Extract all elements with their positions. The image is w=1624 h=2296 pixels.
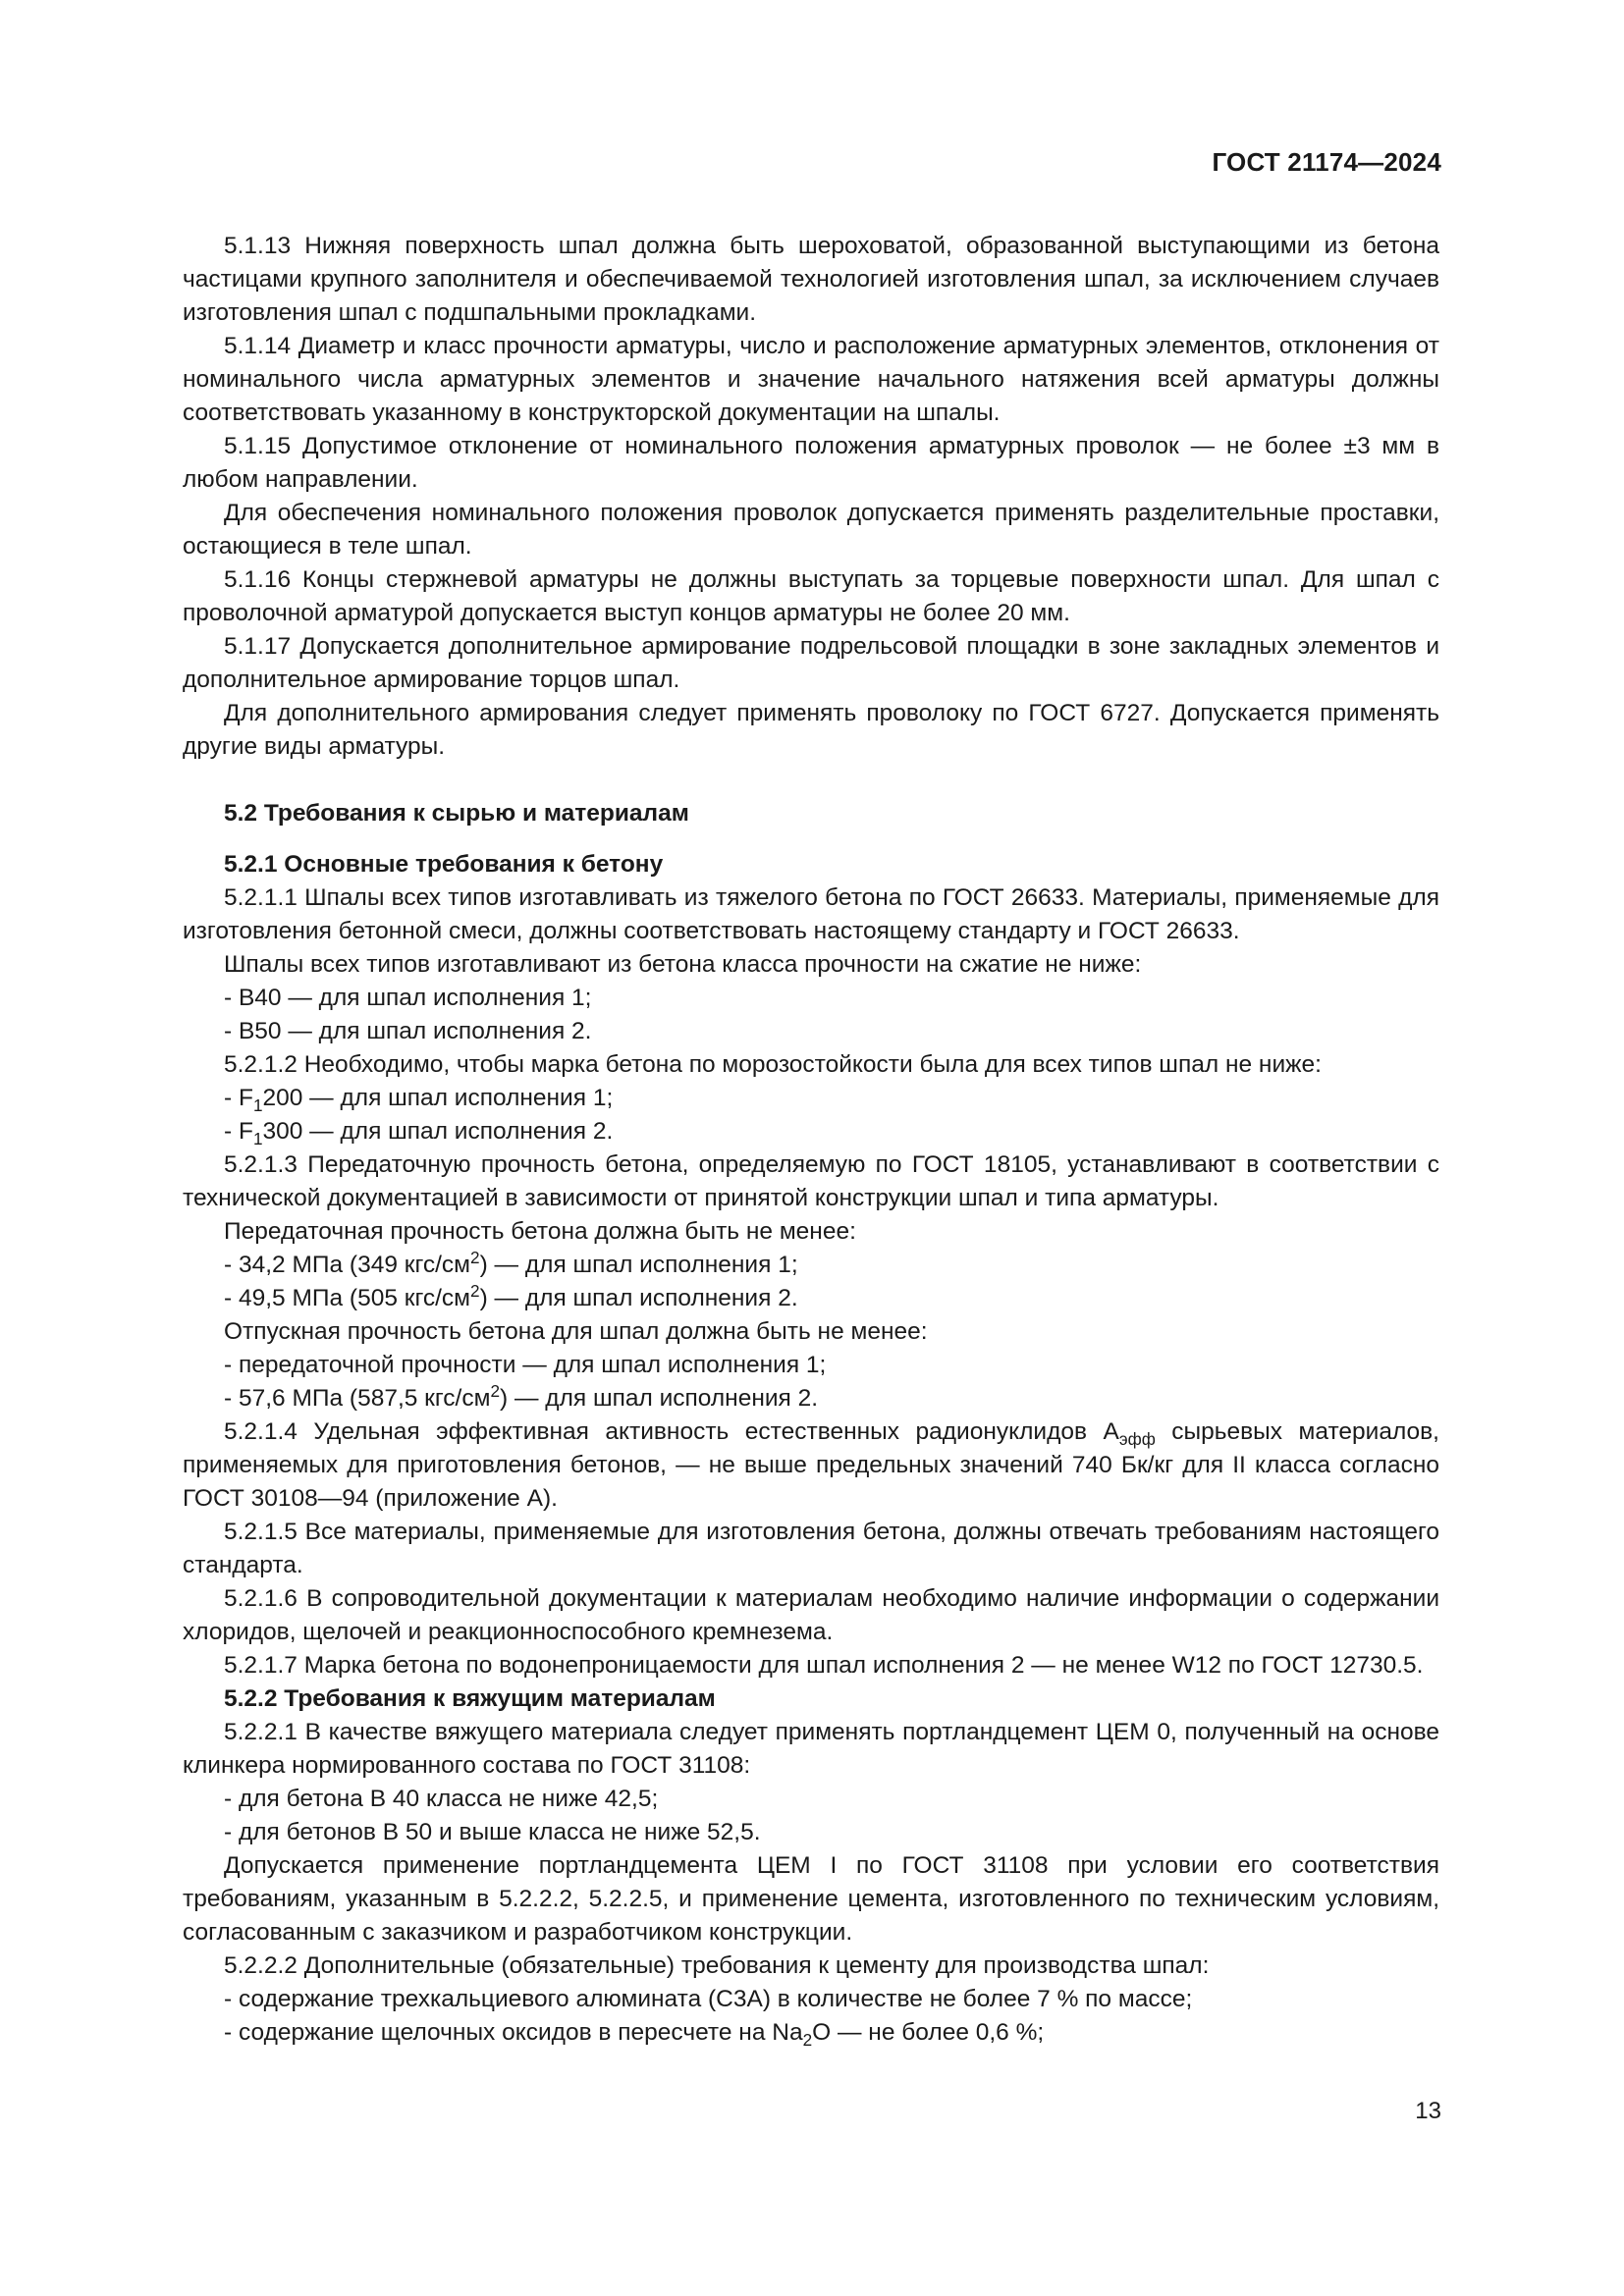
paragraph-5-1-14: 5.1.14 Диаметр и класс прочности арматуры, число и расположение арматурных элементов, отклонения от номинального числа арматурных элементов и значение начального натяжения всей арматуры должны соответствовать указанному в конструкторской документации на шпалы. <box>183 333 1439 426</box>
list-item-text: 34,2 МПа (349 кгс/см <box>238 1252 471 1278</box>
cement-class-list <box>183 1783 1439 1849</box>
superscript: 2 <box>470 1247 480 1267</box>
superscript: 2 <box>490 1380 500 1401</box>
paragraph-5-2-1-3: 5.2.1.3 Передаточную прочность бетона, определяемую по ГОСТ 18105, устанавливают в соответствии с технической документацией в зависимости от принятой конструкции шпал и типа арматуры. <box>183 1151 1439 1211</box>
frost-subscript: 1 <box>252 1128 263 1148</box>
document-code: ГОСТ 21174—2024 <box>1212 147 1441 177</box>
list-item-text: 57,6 МПа (587,5 кгс/см <box>238 1385 491 1412</box>
list-item <box>224 1082 1439 1115</box>
paragraph-5-2-1-5: 5.2.1.5 Все материалы, применяемые для изготовления бетона, должны отвечать требованиям настоящего стандарта. <box>183 1519 1439 1578</box>
release-strength-list <box>183 1349 1439 1415</box>
paragraph-text: сырьевых материалов, применяемых для приготовления бетонов, — не выше предельных значений 740 Бк/кг для II класса согласно ГОСТ 30108—94 (приложение А). <box>183 1418 1439 1512</box>
paragraph-5-2-2-1-note: Допускается применение портландцемента ЦЕМ I по ГОСТ 31108 при условии его соответствия требованиям, указанным в 5.2.2.2, 5.2.2.5, и применение цемента, изготовленного по техническим условиям, согласованным с заказчиком и разработчиком конструкции. <box>183 1852 1439 1946</box>
list-item-text: содержание щелочных оксидов в пересчете на Na <box>238 2019 803 2046</box>
subscript: 2 <box>802 2029 813 2050</box>
frost-letter: F <box>238 1118 253 1145</box>
paragraph-5-1-16: 5.1.16 Концы стержневой арматуры не должны выступать за торцевые поверхности шпал. Для шпал с проволочной арматурой допускается выступ концов арматуры не более 20 мм. <box>183 566 1439 626</box>
frost-subscript: 1 <box>252 1095 263 1115</box>
list-item-text: ) — для шпал исполнения 1; <box>479 1252 798 1278</box>
paragraph-5-1-17-note: Для дополнительного армирования следует применять проволоку по ГОСТ 6727. Допускается применять другие виды арматуры. <box>183 700 1439 760</box>
list-item: - передаточной прочности — для шпал исполнения 1; <box>224 1349 1439 1382</box>
paragraph-5-2-1-7: 5.2.1.7 Марка бетона по водонепроницаемости для шпал исполнения 2 — не менее W12 по ГОСТ 12730.5. <box>224 1652 1424 1679</box>
list-item <box>224 1382 1439 1415</box>
paragraph-5-2-1-3-release: Отпускная прочность бетона для шпал должна быть не менее: <box>224 1318 928 1345</box>
list-item <box>224 2016 1439 2050</box>
document-body <box>183 230 1439 2050</box>
cement-requirements-list <box>183 1983 1439 2050</box>
paragraph-5-2-1-2: 5.2.1.2 Необходимо, чтобы марка бетона по морозостойкости была для всех типов шпал не ниже: <box>224 1051 1322 1078</box>
paragraph-5-2-1-4 <box>183 1415 1439 1516</box>
paragraph-5-2-1-1-note: Шпалы всех типов изготавливают из бетона класса прочности на сжатие не ниже: <box>224 951 1142 978</box>
list-item: - содержание трехкальциевого алюмината (С3А) в количестве не более 7 % по массе; <box>224 1983 1439 2016</box>
list-item: - для бетонов В 50 и выше класса не ниже 52,5. <box>224 1816 1439 1849</box>
paragraph-5-2-2-1: 5.2.2.1 В качестве вяжущего материала следует применять портландцемент ЦЕМ 0, полученный на основе клинкера нормированного состава по ГОСТ 31108: <box>183 1719 1439 1779</box>
list-item: - В50 — для шпал исполнения 2. <box>224 1015 1439 1048</box>
concrete-class-list <box>183 982 1439 1048</box>
list-item: - для бетона В 40 класса не ниже 42,5; <box>224 1783 1439 1816</box>
list-item-text: 49,5 МПа (505 кгс/см <box>238 1285 471 1311</box>
paragraph-5-2-1-1: 5.2.1.1 Шпалы всех типов изготавливать из тяжелого бетона по ГОСТ 26633. Материалы, применяемые для изготовления бетонной смеси, должны соответствовать настоящему стандарту и ГОСТ 26633. <box>183 884 1439 944</box>
list-item <box>224 1249 1439 1282</box>
list-item <box>224 1282 1439 1315</box>
paragraph-text: 5.2.1.4 Удельная эффективная активность естественных радионуклидов А <box>224 1418 1119 1445</box>
list-item-text: 300 — для шпал исполнения 2. <box>262 1118 614 1145</box>
list-item-text: О — не более 0,6 %; <box>812 2019 1045 2046</box>
page-number: 13 <box>1415 2098 1441 2124</box>
paragraph-5-1-17: 5.1.17 Допускается дополнительное армирование подрельсовой площадки в зоне закладных элементов и дополнительное армирование торцов шпал. <box>183 633 1439 693</box>
paragraph-5-1-15-note: Для обеспечения номинального положения проволок допускается применять разделительные проставки, остающиеся в теле шпал. <box>183 500 1439 560</box>
frost-letter: F <box>238 1085 253 1111</box>
section-heading-5-2-1: 5.2.1 Основные требования к бетону <box>224 851 664 878</box>
list-item-text: ) — для шпал исполнения 2. <box>479 1285 798 1311</box>
list-item <box>224 1115 1439 1148</box>
list-item-text: 200 — для шпал исполнения 1; <box>262 1085 614 1111</box>
paragraph-5-2-1-6: 5.2.1.6 В сопроводительной документации к материалам необходимо наличие информации о содержании хлоридов, щелочей и реакционноспособного кремнезема. <box>183 1585 1439 1645</box>
list-item-text: ) — для шпал исполнения 2. <box>500 1385 819 1412</box>
section-heading-5-2: 5.2 Требования к сырью и материалам <box>224 800 689 827</box>
section-heading-5-2-2: 5.2.2 Требования к вяжущим материалам <box>224 1685 716 1712</box>
frost-resistance-list <box>183 1082 1439 1148</box>
paragraph-5-2-1-3-note: Передаточная прочность бетона должна быть не менее: <box>224 1218 856 1245</box>
paragraph-5-1-13: 5.1.13 Нижняя поверхность шпал должна быть шероховатой, образованной выступающими из бетона частицами крупного заполнителя и обеспечиваемой технологией изготовления шпал, за исключением случаев изготовления шпал с подшпальными прокладками. <box>183 233 1439 326</box>
transfer-strength-list <box>183 1249 1439 1315</box>
superscript: 2 <box>470 1280 480 1301</box>
paragraph-5-2-2-2: 5.2.2.2 Дополнительные (обязательные) требования к цементу для производства шпал: <box>224 1952 1210 1979</box>
list-item: - В40 — для шпал исполнения 1; <box>224 982 1439 1015</box>
subscript: эфф <box>1118 1428 1156 1449</box>
paragraph-5-1-15: 5.1.15 Допустимое отклонение от номинального положения арматурных проволок — не более ±3 мм в любом направлении. <box>183 433 1439 493</box>
